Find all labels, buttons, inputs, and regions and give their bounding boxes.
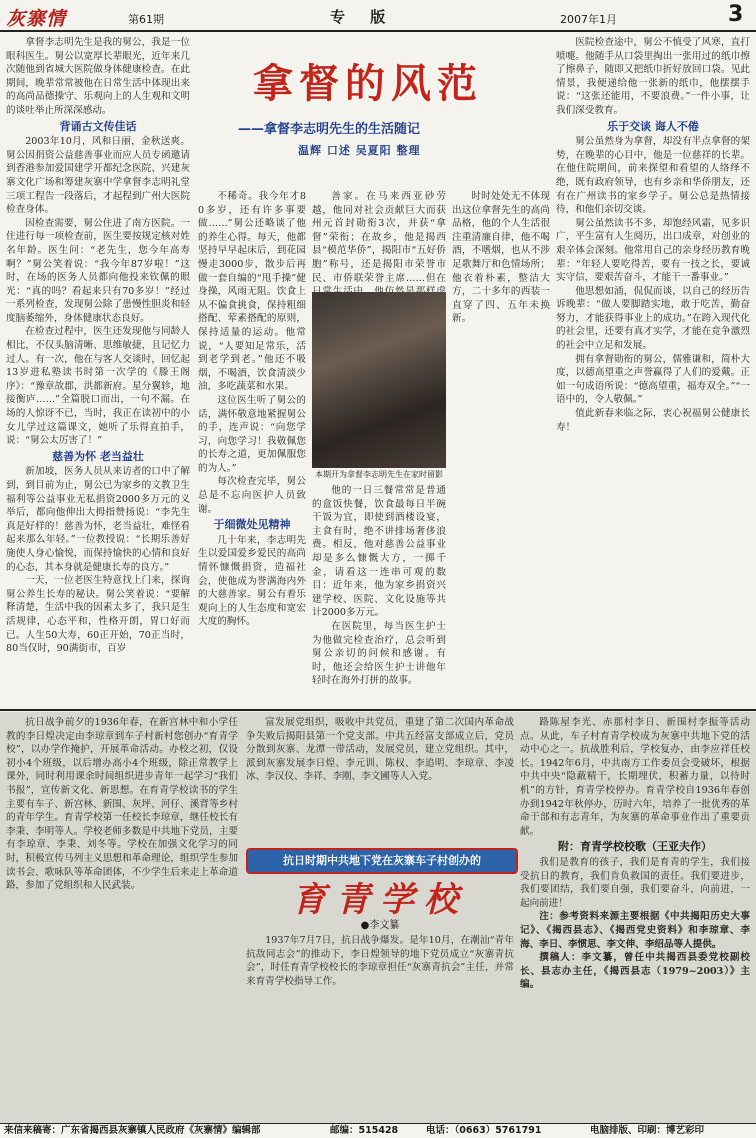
- section-label: 专 版: [330, 8, 396, 26]
- paragraph: 医院检查途中，舅公不慎受了风寒，直打喷嚏。他随手从口袋里掏出一张用过的纸巾擦了擦鼻子，随即又把纸巾折好放回口袋。见此情景，我便递给他一张新的纸巾，他摆摆手说：“这张还能用，不要浪费。”一件小事，让我们深受教育。: [556, 37, 750, 116]
- article-author: ●李文纂: [360, 920, 400, 931]
- paragraph: 富发展党组织，吸收中共党员，重建了第二次国内革命战争失败后揭阳县第一个党支部。中共五经富支部成立后，党员分散到灰寨、龙潭一带活动，发展党员，建立党组织。其中，派到灰寨发展李日煌、李元训、陈权、李追明、李琼章、李凌冰、李汉仪、李祥、李刚、李文圃等人入党。: [246, 717, 514, 783]
- section-heading: 乐于交谈 诲人不倦: [607, 119, 699, 133]
- article-column-5: [556, 36, 750, 708]
- portrait-photo: [312, 292, 446, 468]
- feature-title-block: [198, 52, 538, 182]
- paragraph: 他的一日三餐常常是普通的盒饭快餐，饮食最每日半碗干饭为宜，即使到酒楼设宴，主食有时，绝不讲排场奢侈浪费。相反，他对慈善公益事业却是多么慷慨大方，一掷千金，请看这一连串可观的数目：近年来，他为家乡捐资兴建学校、医院、文化设施等共计2000多万元。: [312, 485, 446, 619]
- paragraph: 几十年来，李志明先生以爱国爱乡爱民的高尚情怀慷慨捐资，造福社会，使他成为誉满海内外的大慈善家。舅公有着乐观向上的人生态度和宽宏大度的胸怀。: [198, 534, 306, 628]
- footer-printer: 电脑排版、印刷：博艺彩印: [590, 1125, 705, 1136]
- paragraph: 时时处处无不体现出这位拿督先生的高尚品格，他的个人生活很注重清廉自律，他不喝酒，不嗜烟，也从不涉足歌舞厅和色情场所；他衣着朴素，整洁大方，二十多年的西装一直穿了四、五年未换新。: [452, 191, 550, 325]
- paragraph: 新加坡，医务人员从来访者的口中了解到，到目前为止，舅公已为家乡的文教卫生福利等公益事业无私捐资2000多万元的义举后，都向他伸出大拇指赞扬说：“李先生真是好样的！慈善为怀，老当益壮，难怪看起来那么年轻。”一位教授说：“长期乐善好施使人身心愉悦，而保持愉快的心情和良好的心态，其本身就是健康长寿的良方。”: [6, 466, 190, 573]
- lower-column-1: [6, 716, 238, 1120]
- paragraph: 1937年7月7日，抗日战争爆发。是年10月，在潮汕“青年抗敌同志会”的推动下，李日煌领导的地下党员成立“灰寨青抗会”，时任育青学校校长的李琼章担任“灰寨青抗会”主任，并常来育青学校指导工作。: [246, 935, 514, 987]
- paragraph: 在医院里，每当医生护士为他做完检查治疗，总会听到舅公亲切的问候和感谢。有时，他还会给医生护士讲他年轻时在海外打拼的故事。: [312, 620, 446, 687]
- feature-subtitle: ——拿督李志明先生的生活随记: [238, 122, 421, 137]
- footer-postcode: 邮编：515428: [330, 1125, 399, 1136]
- paragraph: 值此新春来临之际，衷心祝福舅公健康长寿！: [556, 408, 750, 433]
- paragraph: 每次检查完毕，舅公总是不忘向医护人员致谢。: [198, 476, 306, 515]
- school-song-lyrics: 我们是教育的孩子，我们是育青的学生，我们接受抗日的教育，我们肯负救国的责任。我们要进步，我们要团结，我们要自强，我们要奋斗，向前进，一起向前进！: [520, 856, 750, 909]
- paragraph: 路陈屋李光、赤那村李日、新围村李振等活动点。从此，车子村育青学校成为灰寨中共地下党的活动中心之一。抗战胜利后，学校复办，由李应祥任校长。1942年6月，中共南方工作委员会受破坏，根据中共中央“隐蔽精干，长期埋伏，积蓄力量，以待时机”的方针，育青学校停办。育青学校自1936年春创办到1942年秋停办，历时六年，培养了一批优秀的革命干部和有志青年，为灰寨的革命事业作出了重要贡献。: [520, 717, 750, 837]
- paragraph: 在检查过程中，医生还发现他与同龄人相比，不仅头脑清晰、思维敏捷，且记忆力过人。有一次，他在与客人交谈时，回忆起13岁进私塾读书时第一次学的《滕王阁序》：“豫章故郡，洪都新府。星分翼轸，地接衡庐……”全篇脱口而出，一句不漏。在场的人惊讶不已，当时，我正在读初中的小女儿学过这篇课文，她听了乐得直拍手，说：“舅公太厉害了！”: [6, 326, 190, 447]
- footer-address: 来信来稿寄：广东省揭西县灰寨镇人民政府《灰寨情》编辑部: [4, 1125, 261, 1136]
- paragraph: 拥有拿督勋衔的舅公，儒雅谦和，简朴大度，以德高望重之声誉赢得了人们的爱戴。正如一句成语所说：“德高望重，福寿双全。”“一语中的，令人敬佩。”: [556, 353, 750, 406]
- article-column-3-bottom: [312, 484, 446, 708]
- paragraph: 善家。在马来西亚砂劳越，他同对社会贡献巨大而获州元首封勋衔3次，并获“拿督”荣衔；在故乡，他是揭西县“模范华侨”，揭阳市“五好侨胞”称号，还是揭阳市荣誉市民、市侨联荣誉主席……但在: [312, 191, 446, 284]
- article-column-4: [452, 190, 550, 708]
- paragraph: 因检查需要，舅公住进了南方医院。一住进行每一项检查前，医生要按规定核对姓名年龄。医生问：“老先生，您今年高寿啊？”舅公笑着说：“我今年87岁啦！”这时，在场的医务人员都向他投来钦佩的眼光：“真的吗？看起来只有70多岁！”经过一系列检查，发现舅公除了患慢性胆炎和轻度脑萎缩外，身体健康状态良好。: [6, 217, 190, 324]
- references-note: 注：参考资料来源主要根据《中共揭阳历史大事记》、《揭西县志》、《揭西党史资料》和李琼章、李海、李日、李惯思、李文伸、李绍品等人提供。: [520, 911, 750, 950]
- feature-byline: 温辉 口述 吴夏阳 整理: [298, 144, 421, 157]
- paragraph: 抗日战争前夕的1936年春，在新宫林中和小学任教的李日煌决定由李琼章到车子村新村您创办“育青学校”，以办学作掩护，开展革命活动。办校之初，仅设初小4个班级，以后增办高小4个班级，除正常教学上课外，同时利用课余时间组织进步青年一起学习“我们书报”，宣传新文化、新思想。在育青学校读书的学生主要有车子、新宫林、新围、灰坪、河仔、溪背等乡村的青年学生。育青学校第一任校长李琼章，继任校长有李秉、李明等人。学校老师多数是中共地下党员，主要有李琼章、李秉、刘冬等。学校在加强文化学习的同时，积极宣传马列主义思想和革命理论，组织学生参加读书会、歌咏队等革命团体，不少学生后来走上革命道路，参加了党组织和人民武装。: [6, 717, 238, 892]
- masthead: [0, 0, 756, 30]
- section-heading: 慈善为怀 老当益壮: [52, 449, 144, 463]
- photo-caption: 本期开为拿督李志明先生在家时留影: [315, 470, 443, 479]
- paragraph: 舅公虽然身为拿督，却没有半点拿督的架势，在晚辈的心目中，他是一位慈祥的长辈。在他住院期间，前来探望和看望的人络绎不绝，既有政府领导，也有乡亲和华侨朋友，还有在广州读书的家乡学子。舅公总是热情接待，和他们亲切交谈。: [556, 136, 750, 216]
- paragraph: 舅公虽然读书不多，却饱经风霜，见多识广，平生富有人生阅历，出口成章，对创业的艰辛体会深刻。他常用自己的亲身经历教育晚辈：“年轻人要吃得苦，要有一技之长，要诚实守信，要艰苦奋斗，才能干一番事业。”: [556, 217, 750, 284]
- article-column-3-top: [312, 190, 446, 288]
- paragraph: 一天，一位老医生特意找上门来，探询舅公养生长寿的秘诀。舅公笑着说：“要解释清楚，生活中我的因素太多了，我只是生活规律，心态平和，性格开朗，胃口好而已。人生50大寿，60正开始，70正当时，80当仅时，90满街市，百岁: [6, 575, 190, 655]
- issue-number: 第61期: [128, 13, 164, 26]
- lower-column-2-top: [246, 716, 514, 844]
- footer-phone: 电话：（0663）5761791: [426, 1125, 542, 1136]
- article-column-1: [6, 36, 190, 708]
- paragraph: 不稀奇。我今年才80多岁，还有许多事要做……”舅公还略谈了他的养生心得。每天，他都坚持早早起床后，到花园慢走3000步，散步后再做一套自编的“甩手操”健身操，风雨无阻。饮食上从不偏食挑食，保持粗细搭配、荤素搭配的原则，保持适量的运动。他常说，“人要知足常乐，活到老学到老。”他还不吸烟，不喝酒，饮食清淡少油，多吃蔬菜和水果。: [198, 191, 306, 393]
- author-note: 撰稿人：李文纂，曾任中共揭西县委党校副校长、县志办主任，《揭西县志（1979~2003）》主编。: [520, 952, 750, 991]
- article-headline: 育青学校: [292, 880, 468, 920]
- newspaper-logo: 灰寨情: [6, 8, 67, 30]
- lower-column-2-bottom: [246, 934, 514, 1120]
- section-heading: 于细微处见精神: [213, 518, 291, 532]
- feature-title: 拿督的风范: [253, 60, 483, 107]
- school-song-title: 附：育青学校校歌（王亚夫作）: [558, 840, 712, 854]
- section-heading: 背诵古文传佳话: [59, 119, 137, 133]
- page-number: 3: [728, 2, 744, 27]
- paragraph: 他思想如涌，侃侃而谈，以自己的经历告诉晚辈：“做人要脚踏实地，敢于吃苦，勤奋努力，才能获得事业上的成功。”在跨入现代化的社会里，还要有真才实学，才能在竞争激烈的社会中立足和发展。: [556, 285, 750, 352]
- masthead-rule: [0, 30, 756, 32]
- paragraph: 这位医生听了舅公的话，满怀敬意地紧握舅公的手，连声说：“向您学习，向您学习！我敬佩您的长寿之道，更加佩服您的为人。”: [198, 394, 306, 474]
- article-banner: 抗日时期中共地下党在灰寨车子村创办的: [246, 848, 518, 874]
- lower-column-3: [520, 716, 750, 1120]
- paragraph: 2003年10月，风和日丽，金秋送爽。舅公因捐资公益慈善事业而应人员专函邀请到香港参加爱国建学开都纪念医院、兴建灰寨文化广场和筹建灰寨中学拿督李志明礼堂三项工程告一段落后，才起程到广州大医院检查身体。: [6, 136, 190, 216]
- page-footer: [0, 1123, 756, 1138]
- section-divider: [0, 709, 756, 711]
- article-column-2: [198, 190, 306, 708]
- paragraph: 拿督李志明先生是我的舅公，我是一位眼科医生。舅公以宽厚长辈眼光，近年来几次随他到省城大医院做身体健康检查。在此期间，晚辈常常被他在日常生活中体现出来的高尚品德操守、乐观向上的人生观和文明的谈吐举止所深深感动。: [6, 37, 190, 116]
- issue-date: 2007年1月: [560, 13, 617, 26]
